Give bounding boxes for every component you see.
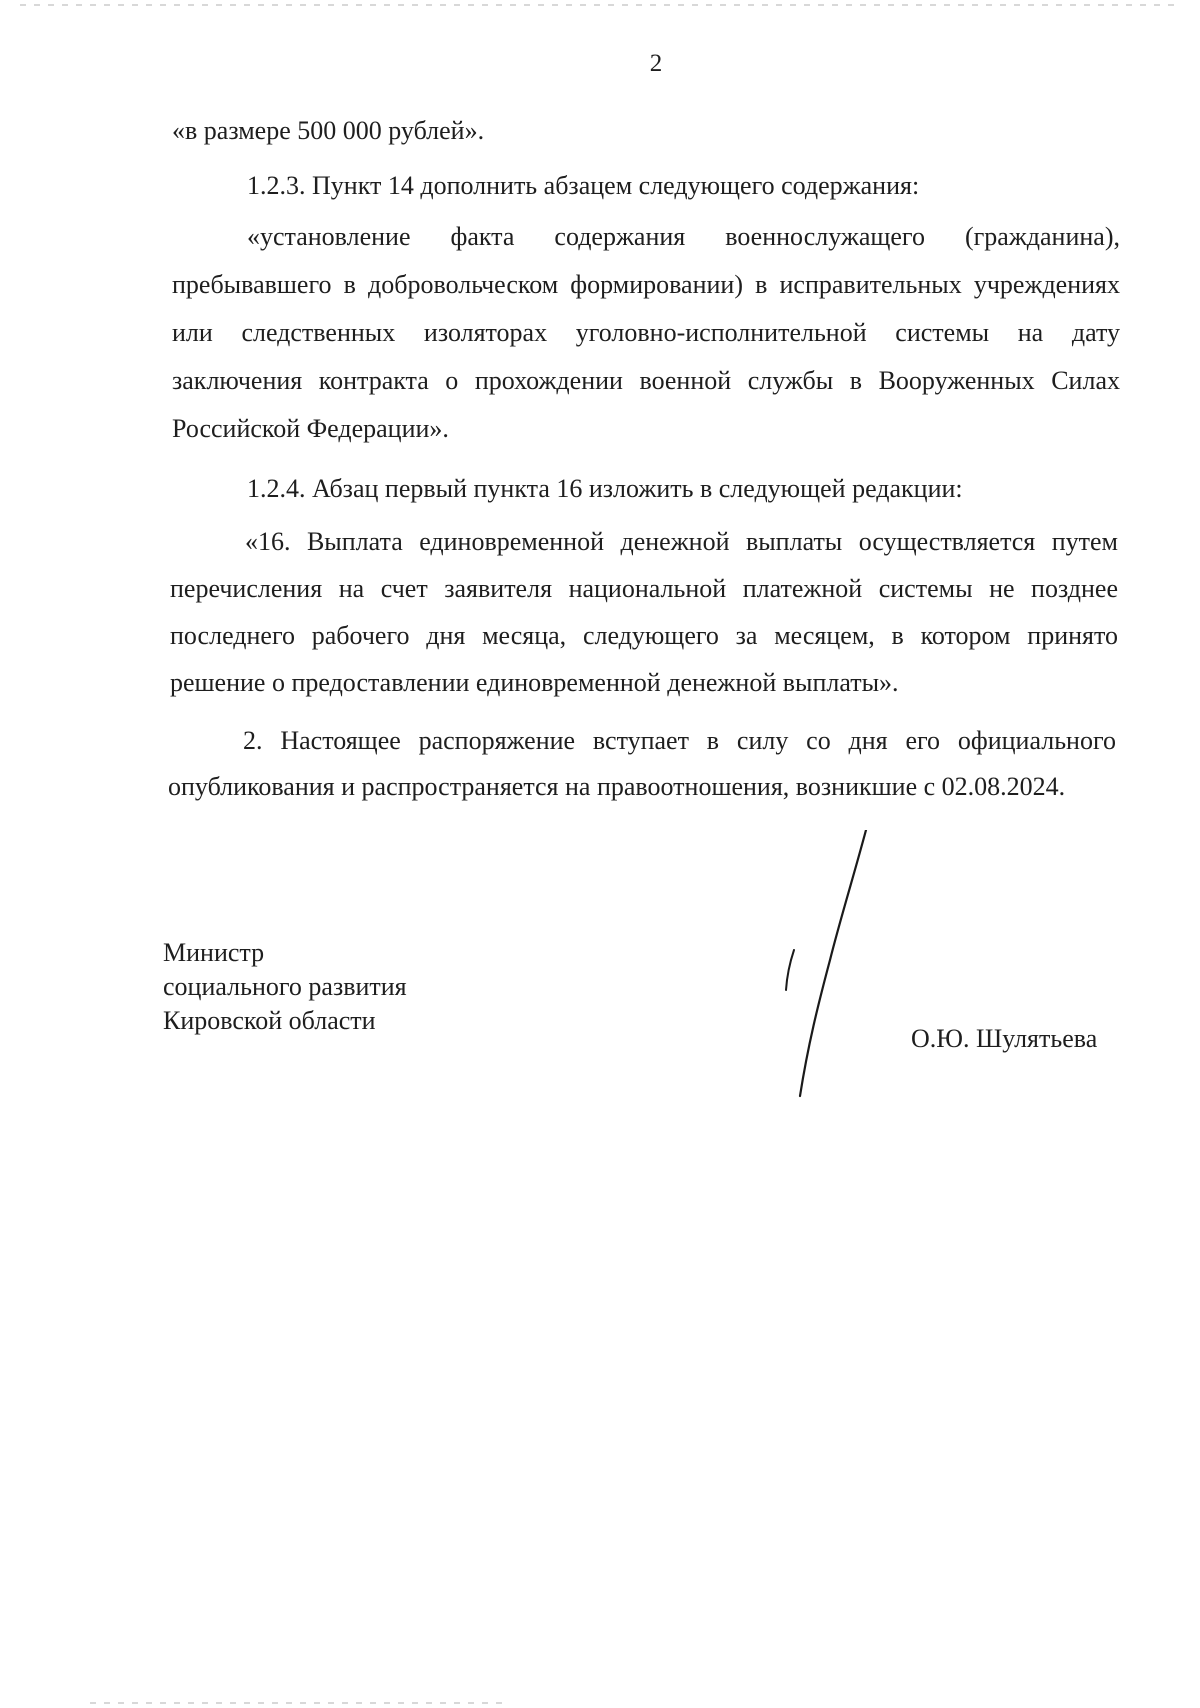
paragraph-quote-1: «установление факта содержания военнослужащего (гражданина), пребывавшего в добровольческом формировании) в исправительных учреждениях или следственных изоляторах уголовно-исполнительной системы на дату заключения контракта о прохождении военной службы в Вооруженных Силах Российской Федерации». <box>172 222 1120 443</box>
signatory-position <box>163 936 407 1038</box>
position-line: Министр <box>163 938 265 967</box>
paragraph-continuation: «в размере 500 000 рублей». <box>172 116 485 145</box>
document-body <box>172 108 932 154</box>
page-number: 2 <box>649 50 663 77</box>
position-line: Кировской области <box>163 1006 376 1035</box>
document-body <box>170 518 1118 706</box>
scan-top-edge <box>20 4 1180 6</box>
paragraph-quote-2: «16. Выплата единовременной денежной выплаты осуществляется путем перечисления на счет заявителя национальной платежной системы не позднее последнего рабочего дня месяца, следующего за месяцем, в котором принято решение о предоставлении единовременной денежной выплаты». <box>170 527 1118 697</box>
position-line: социального развития <box>163 972 407 1001</box>
scan-bottom-edge <box>90 1702 510 1704</box>
paragraph-2: 2. Настоящее распоряжение вступает в силу со дня его официального опубликования и распространяется на правоотношения, возникшие с 02.08.2024. <box>168 726 1116 801</box>
handwritten-signature <box>770 830 880 1100</box>
document-body <box>172 213 1120 453</box>
document-body <box>172 163 1120 209</box>
signer-name: О.Ю. Шулятьева <box>911 1024 1098 1053</box>
paragraph-1-2-3: 1.2.3. Пункт 14 дополнить абзацем следующего содержания: <box>247 171 920 200</box>
document-body <box>172 466 1120 512</box>
paragraph-1-2-4: 1.2.4. Абзац первый пункта 16 изложить в следующей редакции: <box>247 474 963 503</box>
document-body <box>168 718 1116 810</box>
